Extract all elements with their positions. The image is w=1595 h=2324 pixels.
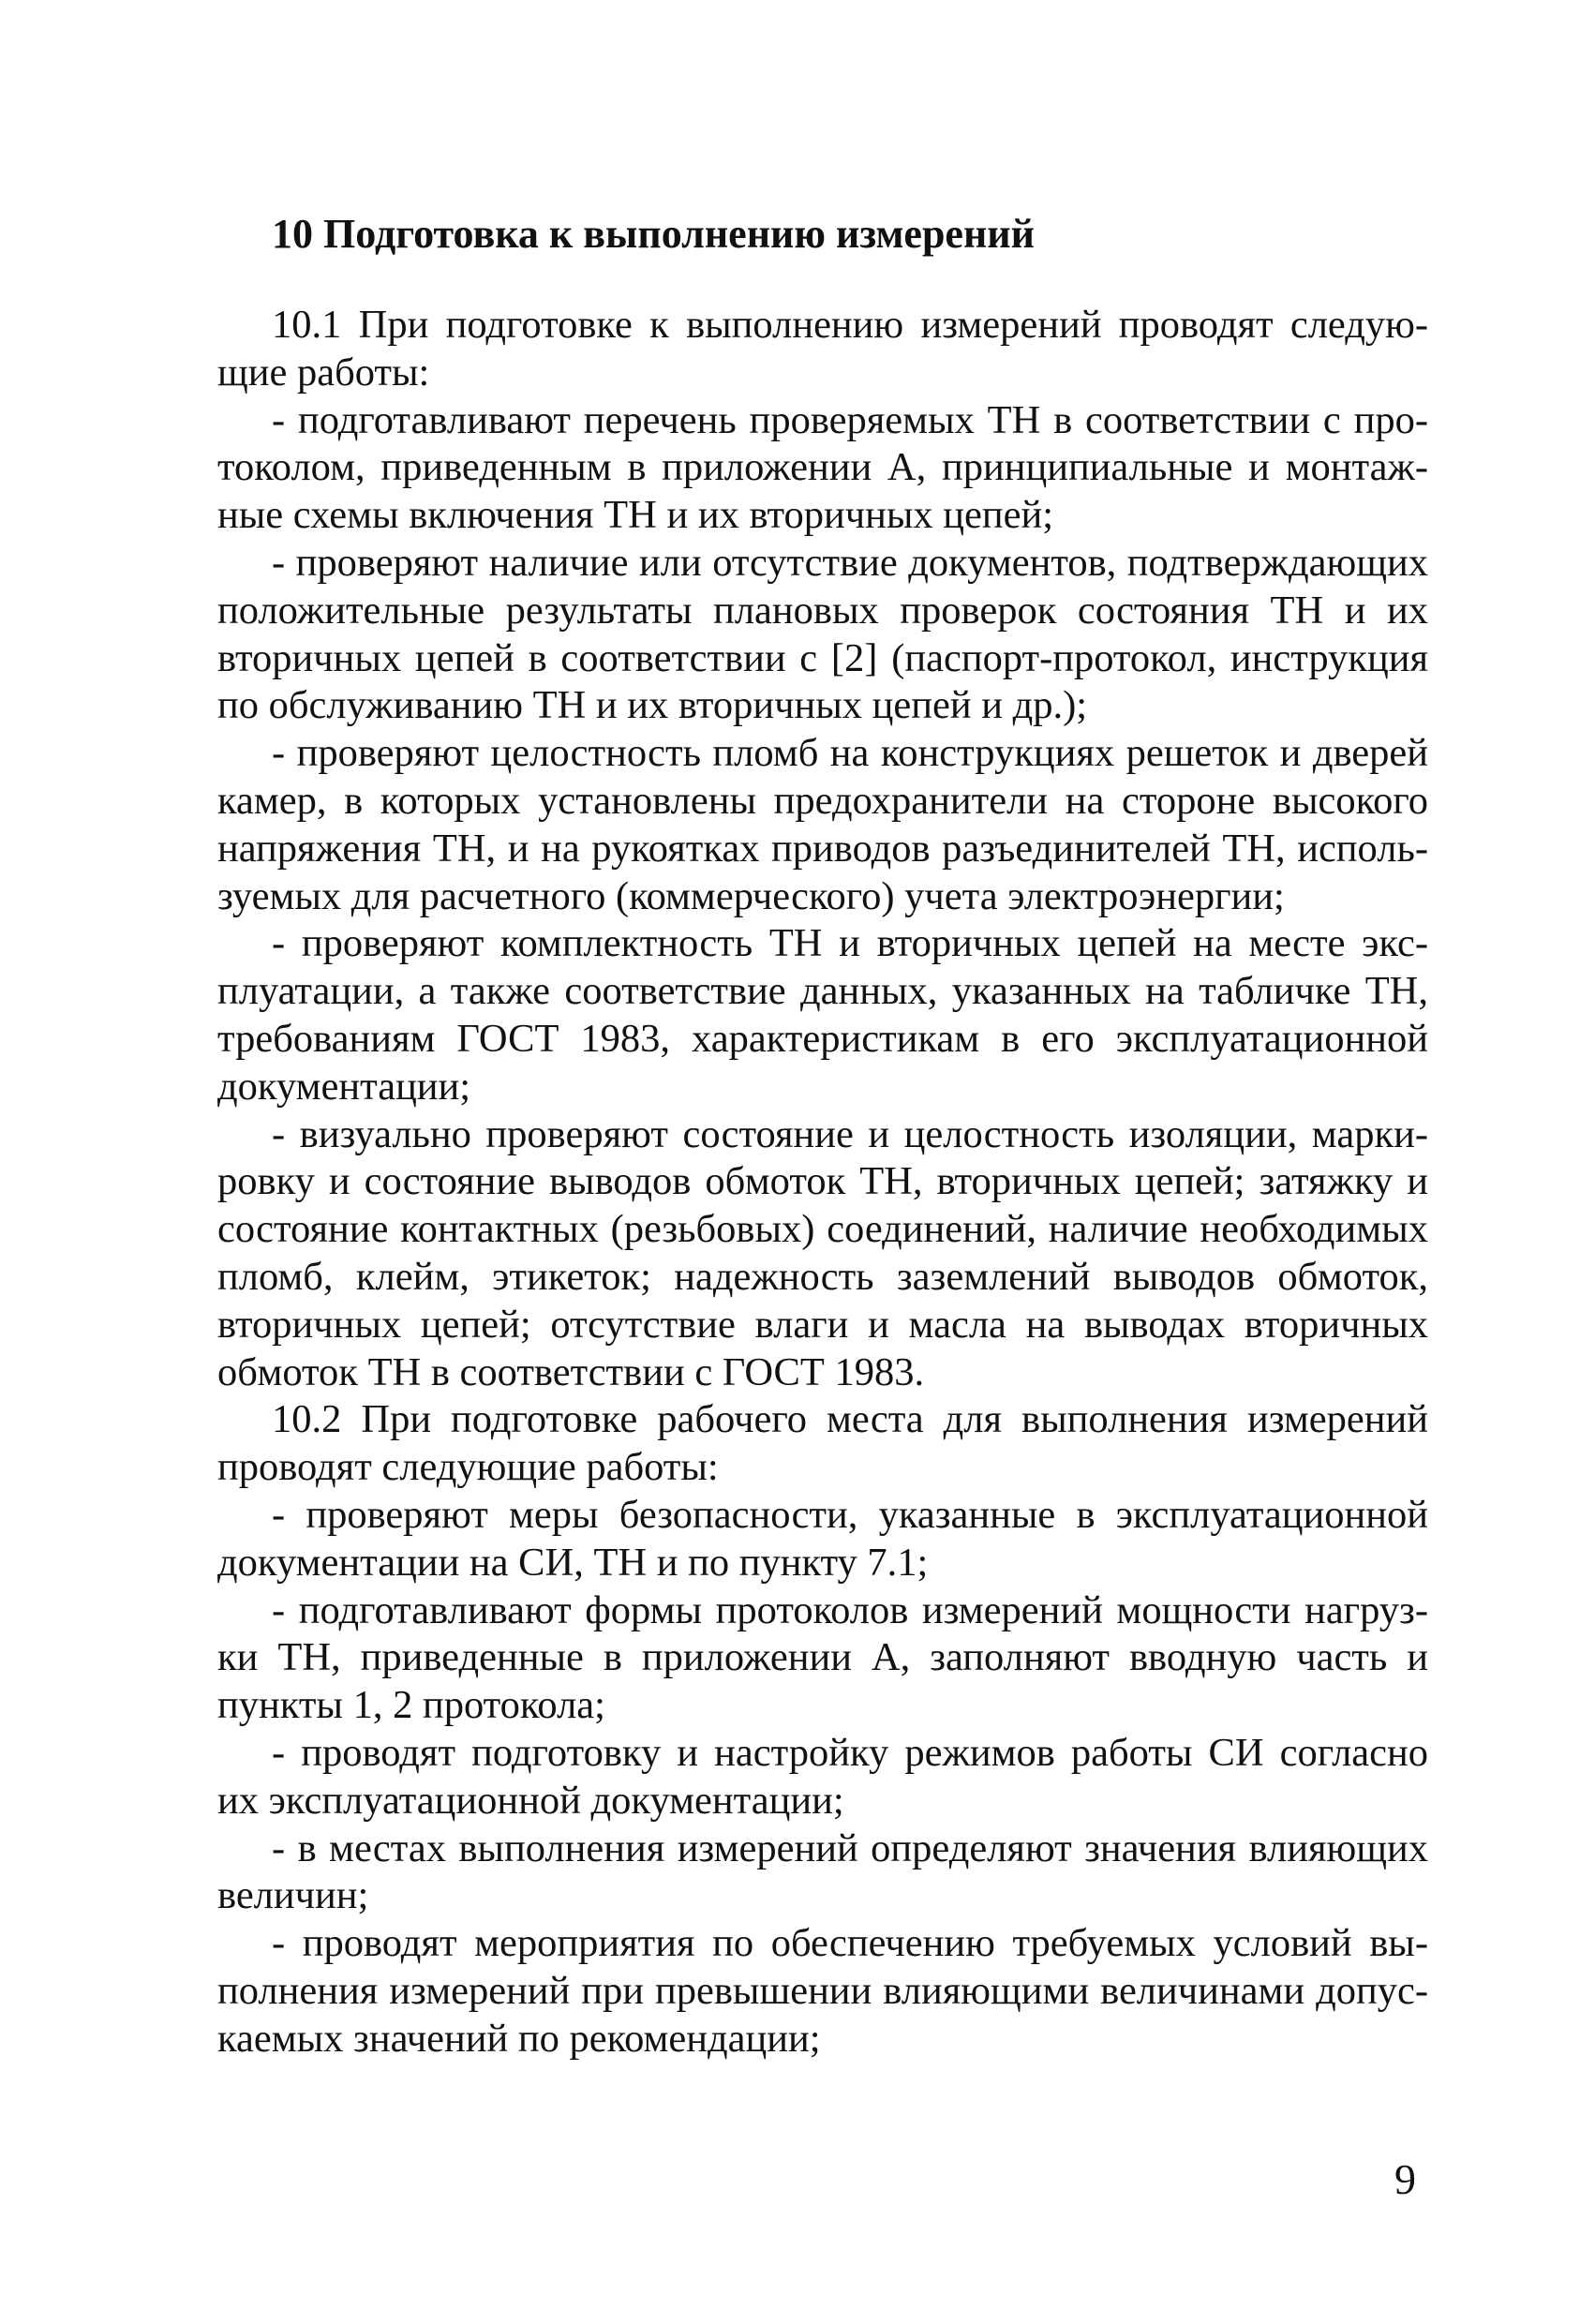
list-item: - подготавливают формы протоколов измерений мощности нагрузки ТН, приведенные в приложении А, заполняют вводную часть и пункты 1, 2 протокола; (217, 1587, 1428, 1728)
list-item: - визуально проверяют состояние и целостность изоляции, маркировку и состояние выводов обмоток ТН, вторичных цепей; затяжку и состояние контактных (резьбовых) соединений, наличие необходимых пломб, клейм, этикеток; надежность заземлений выводов обмоток, вторичных цепей; отсутствие влаги и масла на выводах вторичных обмоток ТН в соответствии с ГОСТ 1983. (217, 1111, 1428, 1394)
page-number: 9 (1394, 2155, 1416, 2203)
list-item: - проверяют меры безопасности, указанные в эксплуатационной документации на СИ, ТН и по пункту 7.1; (217, 1492, 1428, 1585)
list-item: - проводят подготовку и настройку режимов работы СИ согласно их эксплуатационной документации; (217, 1730, 1428, 1823)
section-body (217, 302, 1428, 2063)
list-item: - проверяют наличие или отсутствие документов, подтверждающих положительные результаты плановых проверок состояния ТН и их вторичных цепей в соответствии с [2] (паспорт-протокол, инструкция по обслуживанию ТН и их вторичных цепей и др.); (217, 540, 1428, 728)
list-item: - в местах выполнения измерений определяют значения влияющих величин; (217, 1825, 1428, 1918)
paragraph-10-2: 10.2 При подготовке рабочего места для выполнения измерений проводят следующие работы: (217, 1397, 1428, 1490)
list-item: - подготавливают перечень проверяемых ТН в соответствии с протоколом, приведенным в приложении А, принципиальные и монтажные схемы включения ТН и их вторичных цепей; (217, 397, 1428, 538)
paragraph-10-1: 10.1 При подготовке к выполнению измерений проводят следующие работы: (217, 303, 1428, 395)
list-item: - проверяют целостность пломб на конструкциях решеток и дверей камер, в которых установлены предохранители на стороне высокого напряжения ТН, и на рукоятках приводов разъединителей ТН, используемых для расчетного (коммерческого) учета электроэнергии; (217, 731, 1428, 918)
list-item: - проверяют комплектность ТН и вторичных цепей на месте эксплуатации, а также соответствие данных, указанных на табличке ТН, требованиям ГОСТ 1983, характеристикам в его эксплуатационной документации; (217, 921, 1428, 1109)
list-item: - проводят мероприятия по обеспечению требуемых условий выполнения измерений при превышении влияющими величинами допускаемых значений по рекомендации; (217, 1921, 1428, 2061)
section-heading: 10 Подготовка к выполнению измерений (272, 211, 1035, 257)
